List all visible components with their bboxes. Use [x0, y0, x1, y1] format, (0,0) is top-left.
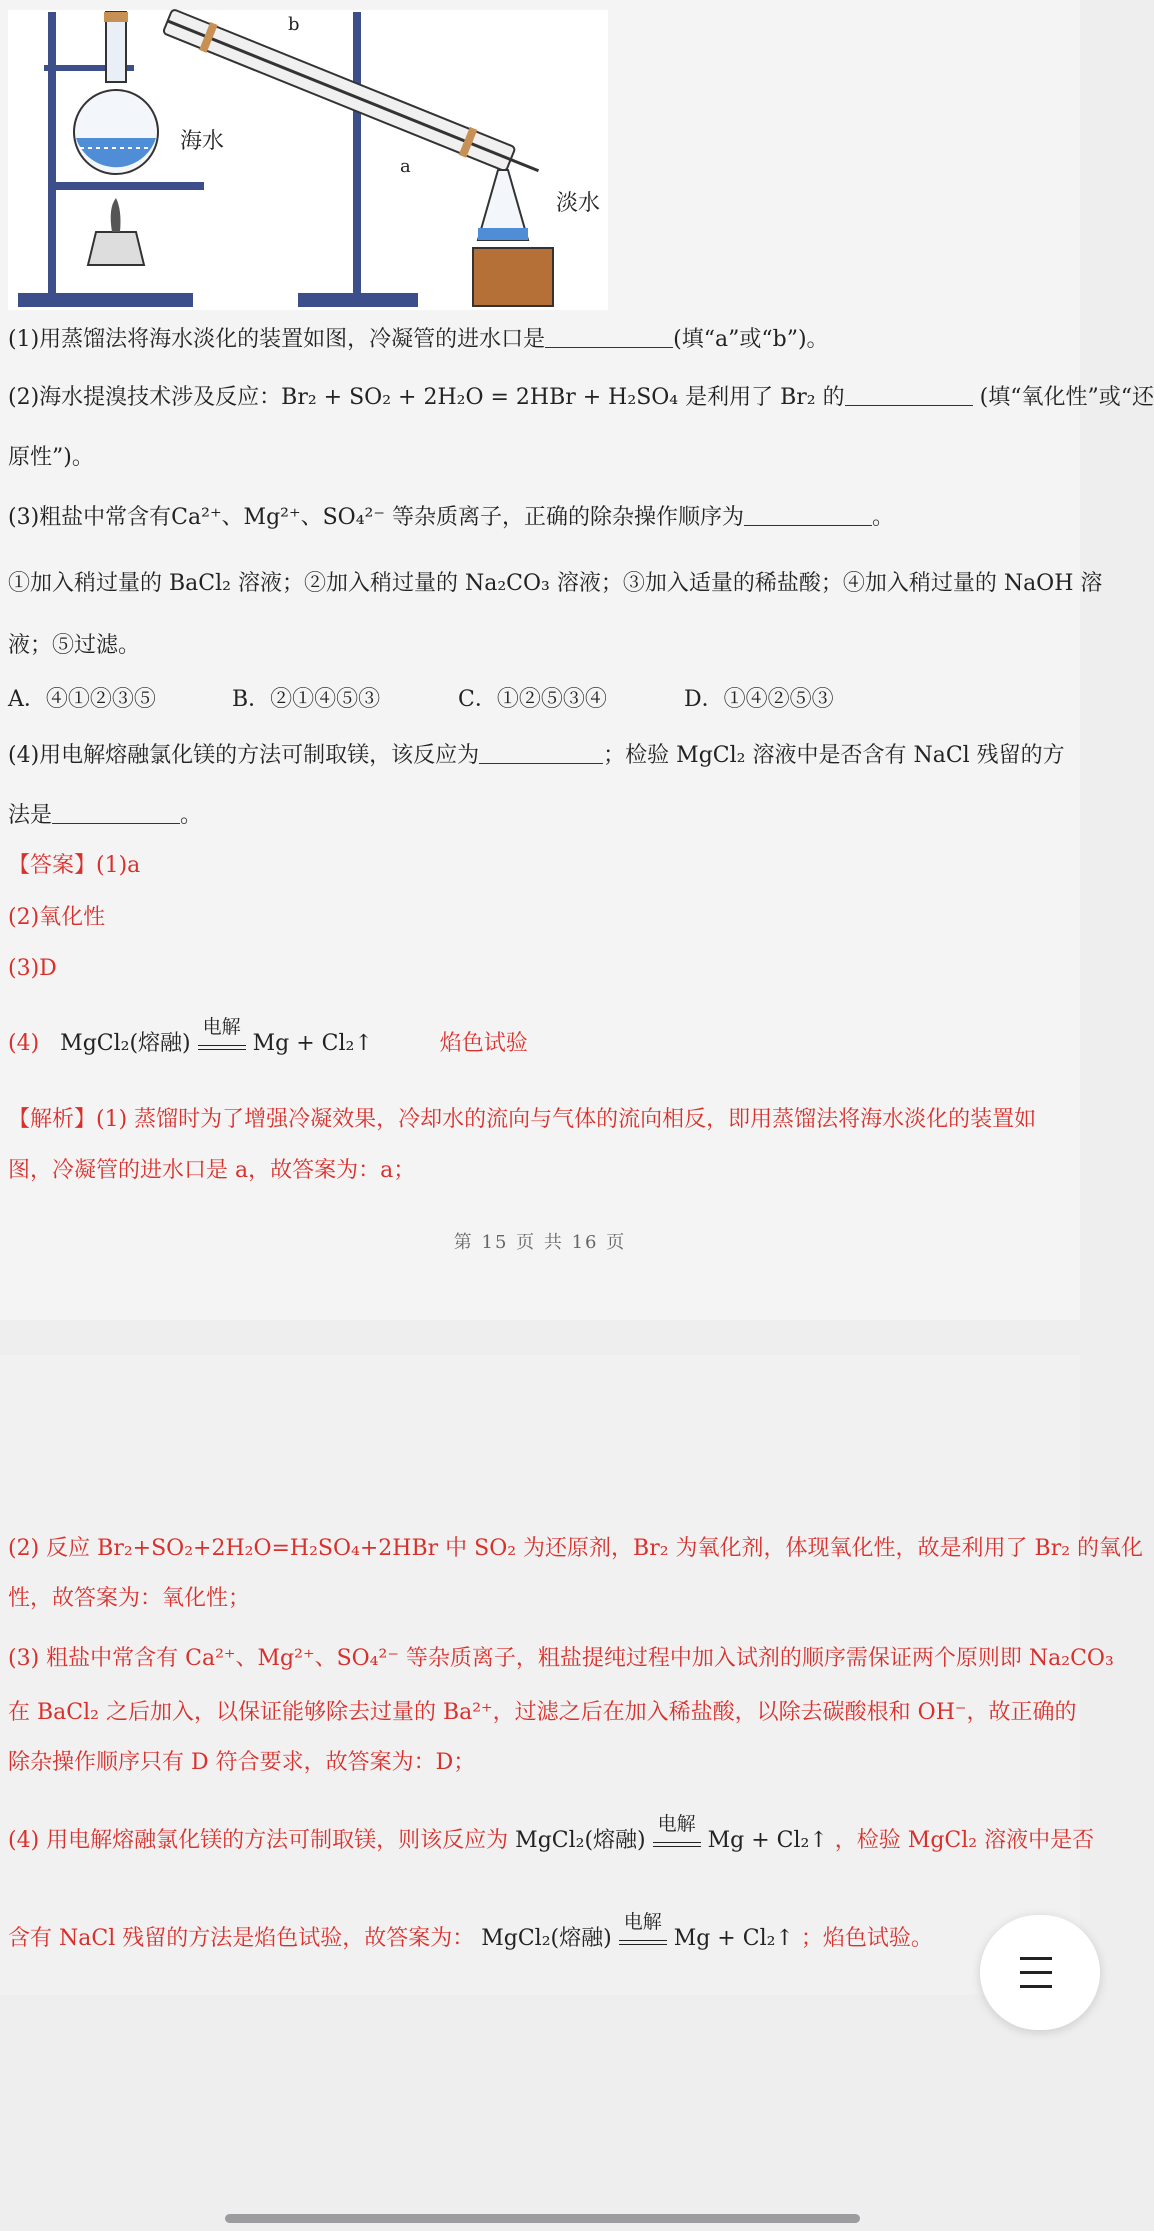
answer-3: (3)D — [8, 956, 57, 981]
question-1-text: (1)用蒸馏法将海水淡化的装置如图，冷凝管的进水口是 — [8, 327, 546, 352]
analysis-3-line-2: 在 BaCl₂ 之后加入，以保证能够除去过量的 Ba²⁺，过滤之后在加入稀盐酸，以除去碳酸根和 OH⁻，故正确的 — [8, 1700, 1077, 1725]
equation-right: Mg + Cl₂↑ — [707, 1828, 828, 1853]
analysis-4-equation-2 — [481, 1911, 801, 1951]
question-3-steps-line-1: ①加入稍过量的 BaCl₂ 溶液；②加入稍过量的 Na₂CO₃ 溶液；③加入适量的稀盐酸；④加入稍过量的 NaOH 溶 — [8, 571, 1103, 596]
distillation-apparatus-figure — [8, 10, 608, 310]
option-c[interactable]: C．①②⑤③④ — [458, 687, 607, 712]
answer-blank — [52, 801, 180, 824]
equation-right: Mg + Cl₂↑ — [673, 1926, 794, 1951]
analysis-4-line-1 — [8, 1813, 1095, 1857]
answer-4 — [8, 1016, 528, 1060]
figure-label-seawater: 海水 — [180, 129, 225, 154]
question-2-text: (2)海水提溴技术涉及反应： — [8, 385, 282, 410]
menu-button[interactable] — [980, 1915, 1100, 2030]
figure-label-a: a — [400, 156, 411, 177]
answer-blank — [479, 741, 603, 764]
document-page-16 — [0, 1355, 1144, 1995]
analysis-2-line-1: (2) 反应 Br₂+SO₂+2H₂O=H₂SO₄+2HBr 中 SO₂ 为还原剂，Br₂ 为氧化剂，体现氧化性，故是利用了 Br₂ 的氧化 — [8, 1536, 1144, 1561]
analysis-1-line-1: 【解析】(1) 蒸馏时为了增强冷凝效果，冷却水的流向与气体的流向相反，即用蒸馏法将海水淡化的装置如 — [8, 1107, 1037, 1132]
question-3-text: (3)粗盐中常含有 — [8, 505, 172, 530]
analysis-3-line-1: (3) 粗盐中常含有 Ca²⁺、Mg²⁺、SO₄²⁻ 等杂质离子，粗盐提纯过程中加入试剂的顺序需保证两个原则即 Na₂CO₃ — [8, 1646, 1114, 1671]
question-3-ions: Ca²⁺、Mg²⁺、SO₄²⁻ — [171, 505, 385, 530]
question-2-text-c: (填“氧化性”或“还 — [979, 385, 1154, 410]
equation-left: MgCl₂(熔融) — [60, 1031, 191, 1056]
question-4-line-2 — [8, 800, 202, 832]
menu-icon-bar — [1020, 1985, 1052, 1988]
equation-double-line — [619, 1940, 667, 1945]
equation-left: MgCl₂(熔融) — [481, 1926, 612, 1951]
answer-blank — [744, 503, 872, 526]
question-4-line-2-text: 法是 — [8, 803, 53, 828]
question-4-line-1 — [8, 740, 1065, 772]
question-2-text-b: 是利用了 Br₂ 的 — [685, 385, 845, 410]
analysis-4-text-a: (4) 用电解熔融氯化镁的方法可制取镁，则该反应为 — [8, 1828, 509, 1853]
question-2-line-1 — [8, 382, 1154, 414]
answer-1: 【答案】(1)a — [8, 853, 141, 878]
question-3-text-b: 等杂质离子，正确的除杂操作顺序为 — [391, 505, 744, 530]
analysis-4-equation — [515, 1813, 835, 1853]
question-4-tail: 。 — [180, 803, 203, 828]
answer-blank — [545, 325, 673, 348]
menu-icon-bar — [1020, 1971, 1052, 1974]
question-2-line-2: 原性”)。 — [8, 445, 94, 470]
question-4-text: (4)用电解熔融氯化镁的方法可制取镁，该反应为 — [8, 743, 480, 768]
equation-double-line — [198, 1045, 246, 1050]
question-3-tail: 。 — [871, 505, 894, 530]
equation-double-line — [653, 1842, 701, 1847]
answer-blank — [845, 383, 973, 406]
question-3 — [8, 502, 894, 534]
answer-4-text: 焰色试验 — [439, 1031, 528, 1056]
analysis-1-line-2: 图，冷凝管的进水口是 a，故答案为：a； — [8, 1158, 416, 1183]
equation-condition: 电解 — [202, 1016, 241, 1038]
analysis-4-text-c: 含有 NaCl 残留的方法是焰色试验，故答案为： — [8, 1926, 475, 1951]
question-2-equation: Br₂ + SO₂ + 2H₂O = 2HBr + H₂SO₄ — [281, 385, 679, 410]
equation-left: MgCl₂(熔融) — [515, 1828, 646, 1853]
analysis-4-line-2 — [8, 1911, 933, 1955]
equation-condition: 电解 — [657, 1813, 696, 1835]
figure-label-freshwater: 淡水 — [556, 191, 601, 216]
analysis-3-line-3: 除杂操作顺序只有 D 符合要求，故答案为：D； — [8, 1750, 476, 1775]
figure-label-b: b — [288, 14, 300, 35]
analysis-2-line-2: 性，故答案为：氧化性； — [8, 1586, 251, 1611]
answer-2: (2)氧化性 — [8, 905, 106, 930]
analysis-4-text-b: ，检验 MgCl₂ 溶液中是否 — [834, 1828, 1095, 1853]
question-3-steps-line-2: 液；⑤过滤。 — [8, 633, 141, 658]
analysis-4-text-d: ；焰色试验。 — [800, 1926, 933, 1951]
answer-4-number: (4) — [8, 1031, 40, 1056]
answer-4-equation — [60, 1016, 373, 1060]
menu-icon-bar — [1020, 1957, 1052, 1960]
question-4-text-b: ；检验 MgCl₂ 溶液中是否含有 NaCl 残留的方 — [603, 743, 1065, 768]
equation-right: Mg + Cl₂↑ — [252, 1031, 373, 1056]
equation-condition: 电解 — [623, 1911, 662, 1933]
option-a[interactable]: A．④①②③⑤ — [8, 687, 156, 712]
option-b[interactable]: B．②①④⑤③ — [232, 687, 381, 712]
page-footer: 第 15 页 共 16 页 — [453, 1232, 627, 1253]
home-indicator[interactable] — [225, 2214, 860, 2223]
option-d[interactable]: D．①④②⑤③ — [684, 687, 834, 712]
question-1-tail: (填“a”或“b”)。 — [673, 327, 829, 352]
question-1 — [8, 324, 829, 356]
